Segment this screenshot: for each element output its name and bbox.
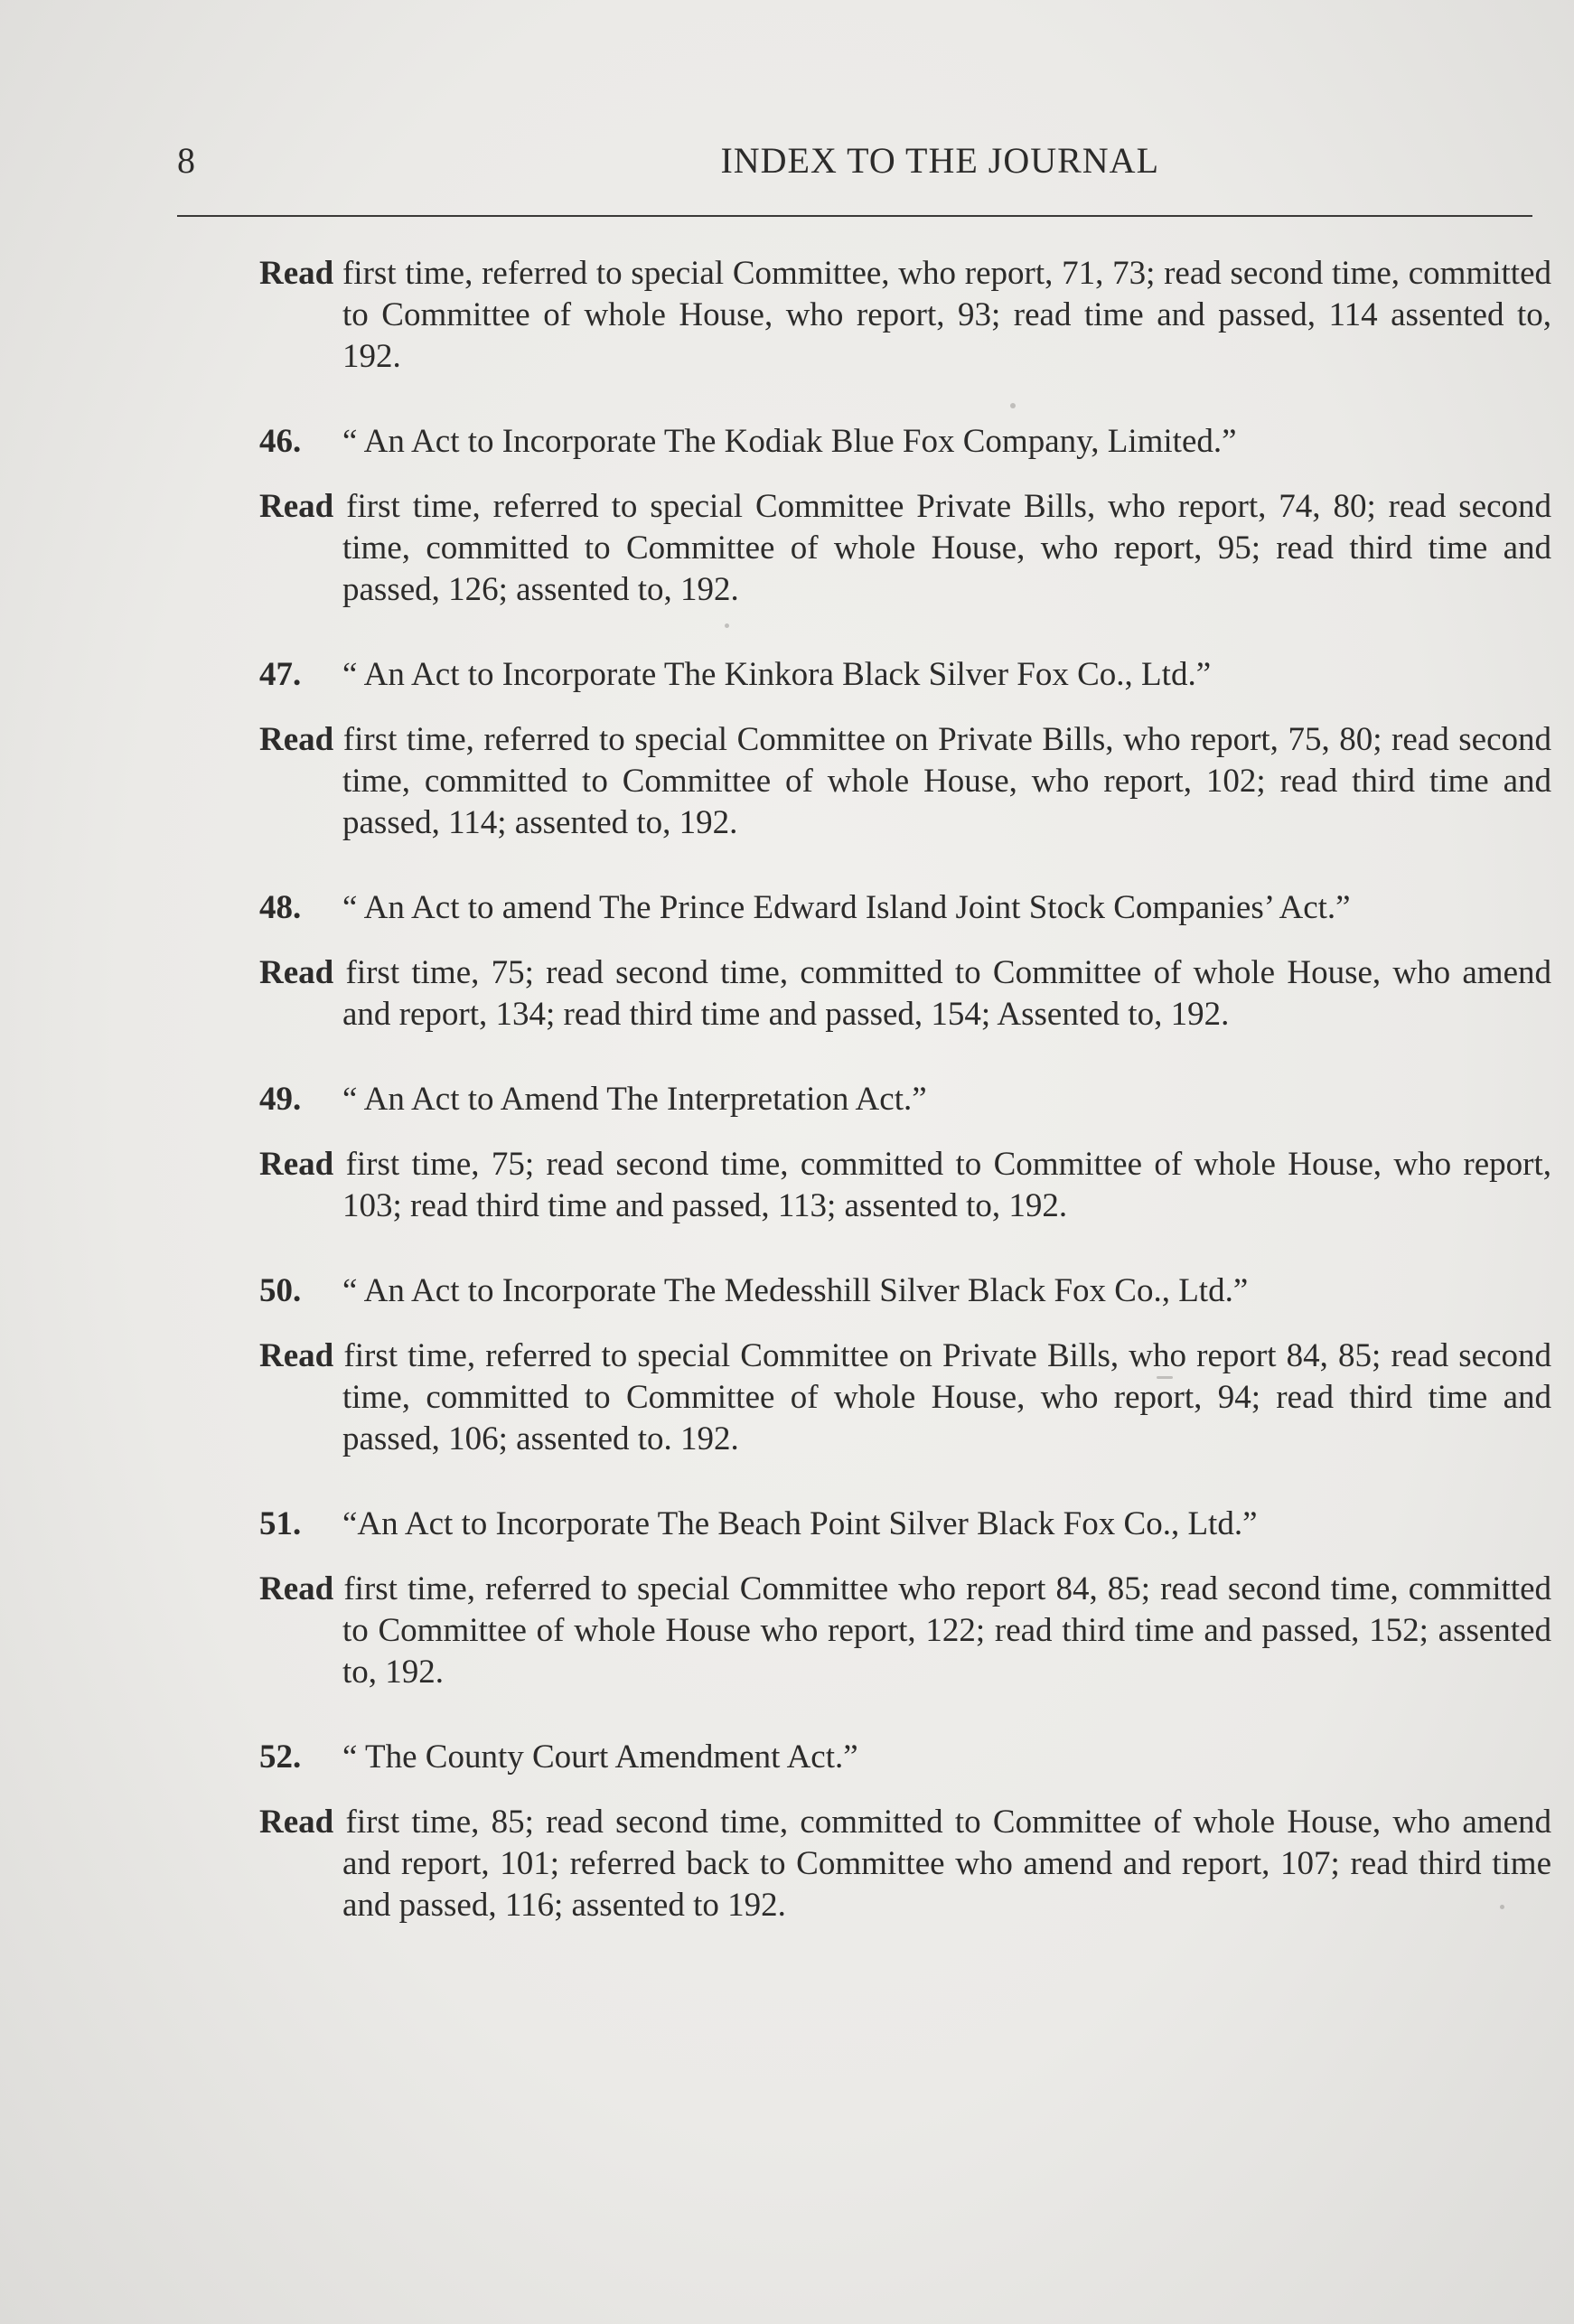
bill-title	[259, 1270, 1551, 1312]
bill-history	[259, 1144, 1551, 1227]
bill-history	[259, 1335, 1551, 1460]
bill-title	[259, 421, 1551, 463]
bill-title	[259, 654, 1551, 696]
page-number: 8	[177, 140, 195, 181]
index-content	[259, 253, 1551, 1926]
read-lead: Read	[259, 721, 334, 758]
read-lead: Read	[259, 488, 334, 525]
bill-history	[259, 486, 1551, 611]
bill-title-text: “ An Act to Amend The Interpretation Act.”	[342, 1081, 927, 1118]
continuation-paragraph	[259, 253, 1551, 378]
read-lead: Read	[259, 1570, 334, 1607]
read-lead: Read	[259, 1804, 334, 1841]
bill-entry-48	[259, 887, 1551, 1035]
bill-history	[259, 719, 1551, 844]
running-title: INDEX TO THE JOURNAL	[720, 140, 1159, 181]
bill-entry-46	[259, 421, 1551, 611]
page-header	[177, 134, 1532, 188]
bill-number: 47.	[259, 656, 302, 693]
continuation-text: first time, referred to special Committee, who report, 71, 73; read second time, committed to Committee of whole House, who report, 93; read time and passed, 114 assented to, 192.	[342, 255, 1551, 375]
read-lead: Read	[259, 954, 334, 991]
bill-title-text: “ An Act to Incorporate The Kinkora Black Silver Fox Co., Ltd.”	[342, 656, 1212, 693]
bill-history	[259, 952, 1551, 1035]
bill-title-text: “ The County Court Amendment Act.”	[342, 1738, 858, 1776]
bill-entry-49	[259, 1079, 1551, 1227]
bill-title	[259, 1737, 1551, 1778]
paper-speck	[1157, 1376, 1173, 1379]
bill-history-text: first time, referred to special Committee on Private Bills, who report, 75, 80; read second time, committed to Committee of whole House, who report, 102; read third time and passed, 114; assented to, 192.	[342, 721, 1551, 841]
bill-number: 51.	[259, 1505, 302, 1542]
bill-history-text: first time, referred to special Committee on Private Bills, who report 84, 85; read second time, committed to Committee of whole House, who report, 94; read third time and passed, 106; assented to. 192.	[342, 1337, 1551, 1457]
bill-history-text: first time, 75; read second time, committed to Committee of whole House, who amend and report, 134; read third time and passed, 154; Assented to, 192.	[342, 954, 1552, 1033]
bill-entry-52	[259, 1737, 1551, 1926]
bill-history-text: first time, 75; read second time, committed to Committee of whole House, who report, 103; read third time and passed, 113; assented to, 192.	[342, 1146, 1551, 1224]
bill-history	[259, 1569, 1551, 1693]
bill-number: 50.	[259, 1272, 302, 1309]
bill-title-text: “ An Act to amend The Prince Edward Island Joint Stock Companies’ Act.”	[342, 889, 1351, 926]
bill-history-text: first time, 85; read second time, committed to Committee of whole House, who amend and report, 101; referred back to Committee who amend and report, 107; read third time and passed, 116; assented to 192.	[342, 1804, 1552, 1924]
paper-speck	[725, 623, 729, 628]
bill-history	[259, 1802, 1551, 1926]
bill-title-text: “An Act to Incorporate The Beach Point Silver Black Fox Co., Ltd.”	[342, 1505, 1258, 1542]
bill-number: 46.	[259, 423, 302, 460]
bill-title	[259, 1079, 1551, 1120]
bill-number: 49.	[259, 1081, 302, 1118]
read-lead: Read	[259, 255, 334, 292]
bill-number: 52.	[259, 1738, 302, 1776]
header-rule	[177, 215, 1532, 217]
bill-entry-47	[259, 654, 1551, 844]
bill-title	[259, 1504, 1551, 1545]
bill-number: 48.	[259, 889, 302, 926]
bill-title-text: “ An Act to Incorporate The Medesshill Silver Black Fox Co., Ltd.”	[342, 1272, 1249, 1309]
paper-speck	[1500, 1905, 1504, 1909]
read-lead: Read	[259, 1337, 334, 1374]
paper-speck	[1010, 403, 1016, 408]
read-lead: Read	[259, 1146, 334, 1183]
bill-entry-50	[259, 1270, 1551, 1460]
bill-title	[259, 887, 1551, 929]
bill-entry-51	[259, 1504, 1551, 1693]
bill-history-text: first time, referred to special Committee Private Bills, who report, 74, 80; read second time, committed to Committee of whole House, who report, 95; read third time and passed, 126; assented to, 192.	[342, 488, 1552, 608]
bill-title-text: “ An Act to Incorporate The Kodiak Blue Fox Company, Limited.”	[342, 423, 1237, 460]
bill-history-text: first time, referred to special Committee who report 84, 85; read second time, committed to Committee of whole House who report, 122; read third time and passed, 152; assented to, 192.	[342, 1570, 1552, 1691]
